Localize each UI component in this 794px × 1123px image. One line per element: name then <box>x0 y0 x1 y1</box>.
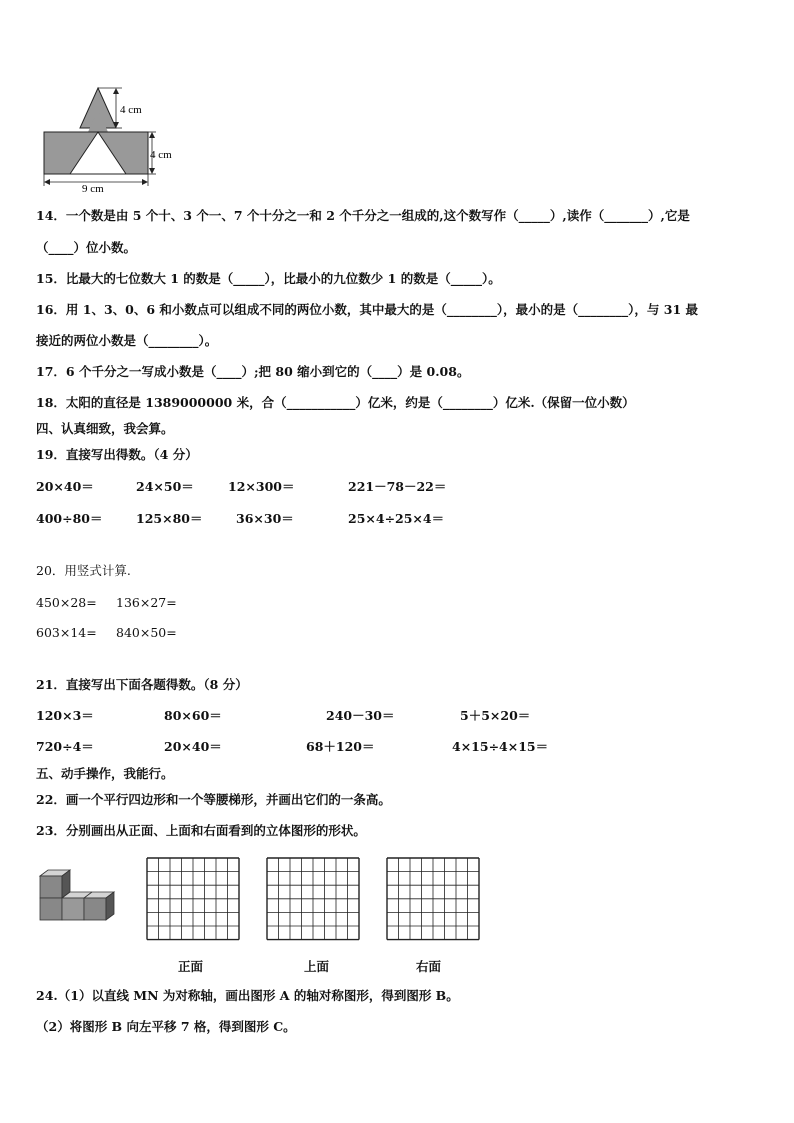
q21-r2c4: 4×15÷4×15＝ <box>452 739 549 754</box>
q15: 15．比最大的七位数大 1 的数是（_____），比最小的九位数少 1 的数是（_____）。 <box>36 271 501 286</box>
label-bottom: 9 cm <box>82 183 104 194</box>
q14-line2: （____）位小数。 <box>36 240 137 255</box>
q20-r2c2: 840×50= <box>116 625 177 640</box>
section4-heading: 四、认真细致，我会算。 <box>36 421 174 436</box>
q19-r1c4: 221－78－22＝ <box>348 479 447 494</box>
label-right: 4 cm <box>150 149 172 161</box>
q20-r2c1: 603×14= <box>36 625 97 640</box>
q21-title: 21．直接写出下面各题得数。（8 分） <box>36 677 248 692</box>
q19-title: 19．直接写出得数。（4 分） <box>36 447 198 462</box>
q19-r1c3: 12×300＝ <box>228 479 295 494</box>
q16-line1: 16．用 1、3、0、6 和小数点可以组成不同的两位小数，其中最大的是（________），最小的是（________），与 31 最 <box>36 302 698 317</box>
q19-r2c4: 25×4÷25×4＝ <box>348 511 445 526</box>
q21-r2c3: 68＋120＝ <box>306 739 375 754</box>
label-front: 正面 <box>178 959 204 974</box>
q19-r2c3: 36×30＝ <box>236 511 294 526</box>
q16-line2: 接近的两位小数是（________）。 <box>36 333 218 348</box>
q21-r2c1: 720÷4＝ <box>36 739 94 754</box>
q23-title: 23．分别画出从正面、上面和右面看到的立体图形的形状。 <box>36 823 366 838</box>
q21-r2c2: 20×40＝ <box>164 739 222 754</box>
q20-r1c2: 136×27= <box>116 595 177 610</box>
q21-r1c4: 5＋5×20＝ <box>460 708 531 723</box>
q19-r1c2: 24×50＝ <box>136 479 194 494</box>
q18: 18．太阳的直径是 1389000000 米，合（___________）亿米，约是（________）亿米.（保留一位小数） <box>36 395 635 410</box>
q21-r1c3: 240－30＝ <box>326 708 395 723</box>
grid-right <box>386 857 480 941</box>
label-top: 上面 <box>304 959 330 974</box>
grid-front <box>146 857 240 941</box>
q19-r2c2: 125×80＝ <box>136 511 203 526</box>
q19-r2c1: 400÷80＝ <box>36 511 103 526</box>
q14-line1: 14．一个数是由 5 个十、3 个一、7 个十分之一和 2 个千分之一组成的,这个数写作（_____）,读作（_______）,它是 <box>36 208 690 223</box>
q17: 17．6 个千分之一写成小数是（____）;把 80 缩小到它的（____）是 0.08。 <box>36 364 470 379</box>
q24-line2: （2）将图形 B 向左平移 7 格，得到图形 C。 <box>36 1019 296 1034</box>
q19-r1c1: 20×40＝ <box>36 479 94 494</box>
q24-line1: 24.（1）以直线 MN 为对称轴，画出图形 A 的轴对称图形，得到图形 B。 <box>36 988 459 1003</box>
q21-r1c2: 80×60＝ <box>164 708 222 723</box>
q21-r1c1: 120×3＝ <box>36 708 94 723</box>
q22: 22．画一个平行四边形和一个等腰梯形，并画出它们的一条高。 <box>36 792 391 807</box>
label-right: 右面 <box>416 959 442 974</box>
grid-top <box>266 857 360 941</box>
section5-heading: 五、动手操作，我能行。 <box>36 766 174 781</box>
q20-title: 20．用竖式计算. <box>36 563 131 578</box>
q20-r1c1: 450×28= <box>36 595 97 610</box>
cube-figure <box>38 866 122 926</box>
geometry-figure <box>36 82 196 194</box>
label-top: 4 cm <box>120 104 142 116</box>
